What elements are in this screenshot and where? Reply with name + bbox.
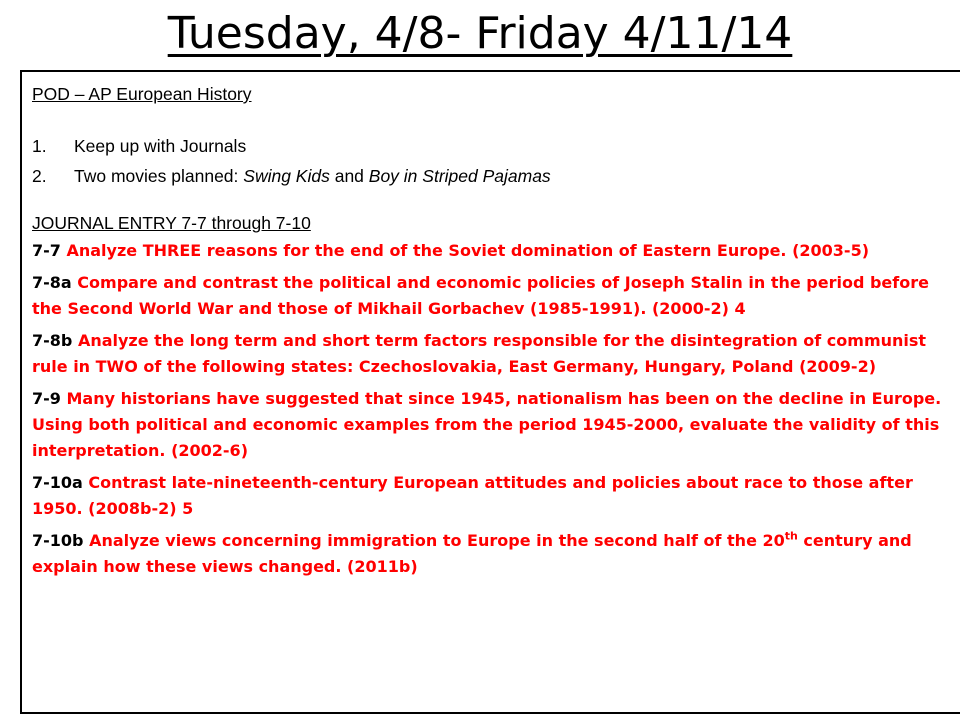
- pod-item: [32, 131, 946, 161]
- pod-item-number: 1.: [32, 136, 47, 156]
- journal-entries: [32, 238, 946, 580]
- entry-id: 7-7: [32, 241, 67, 260]
- superscript: th: [784, 529, 798, 543]
- pod-item-text-mid: and: [329, 166, 369, 186]
- entry-suffix: 5: [176, 499, 194, 518]
- entry-text-part: Analyze views concerning immigration to Europe in the second half of the 20: [89, 531, 785, 550]
- entry-id: 7-10b: [32, 531, 90, 550]
- pod-item-text: Keep up with Journals: [74, 136, 247, 156]
- journal-entry: [32, 470, 946, 522]
- entry-suffix: 4: [728, 299, 746, 318]
- journal-heading: JOURNAL ENTRY 7-7 through 7-10: [32, 213, 311, 233]
- journal-entry: [32, 528, 946, 580]
- pod-item: [32, 161, 946, 191]
- pod-item-text: [74, 161, 551, 191]
- entry-text: Analyze the long term and short term factors responsible for the disintegration of communist rule in TWO of the following states: Czechoslovakia, East Germany, Hungary, Poland (2009-2): [32, 331, 927, 376]
- entry-text: Analyze THREE reasons for the end of the Soviet domination of Eastern Europe. (2003-5): [66, 241, 870, 260]
- journal-entry: [32, 328, 946, 380]
- entry-id: 7-9: [32, 389, 67, 408]
- content-box: [20, 70, 960, 714]
- entry-id: 7-10a: [32, 473, 89, 492]
- pod-list: [32, 131, 946, 191]
- entry-text: [32, 531, 912, 576]
- movie-title: Boy in Striped Pajamas: [368, 166, 551, 186]
- entry-text: Contrast late-nineteenth-century European attitudes and policies about race to those after 1950. (2008b-2): [32, 473, 913, 518]
- journal-entry: [32, 238, 946, 264]
- pod-item-number: 2.: [32, 166, 47, 186]
- pod-item-text-pre: Two movies planned:: [74, 166, 244, 186]
- entry-id: 7-8b: [32, 331, 78, 350]
- journal-entry: [32, 270, 946, 322]
- journal-entry: [32, 386, 946, 464]
- entry-text: Many historians have suggested that since 1945, nationalism has been on the decline in Europe. Using both political and economic examples from the period 1945-2000, evaluate the validity of this interpretation. (2002-6): [32, 389, 942, 460]
- page-title: Tuesday, 4/8- Friday 4/11/14: [167, 8, 793, 59]
- entry-text-part: century and explain how these views changed. (2011b): [32, 531, 912, 576]
- entry-text: Compare and contrast the political and economic policies of Joseph Stalin in the period before the Second World War and those of Mikhail Gorbachev (1985-1991). (2000-2): [32, 273, 929, 318]
- entry-id: 7-8a: [32, 273, 78, 292]
- pod-heading: POD – AP European History: [32, 84, 252, 104]
- movie-title: Swing Kids: [243, 166, 330, 186]
